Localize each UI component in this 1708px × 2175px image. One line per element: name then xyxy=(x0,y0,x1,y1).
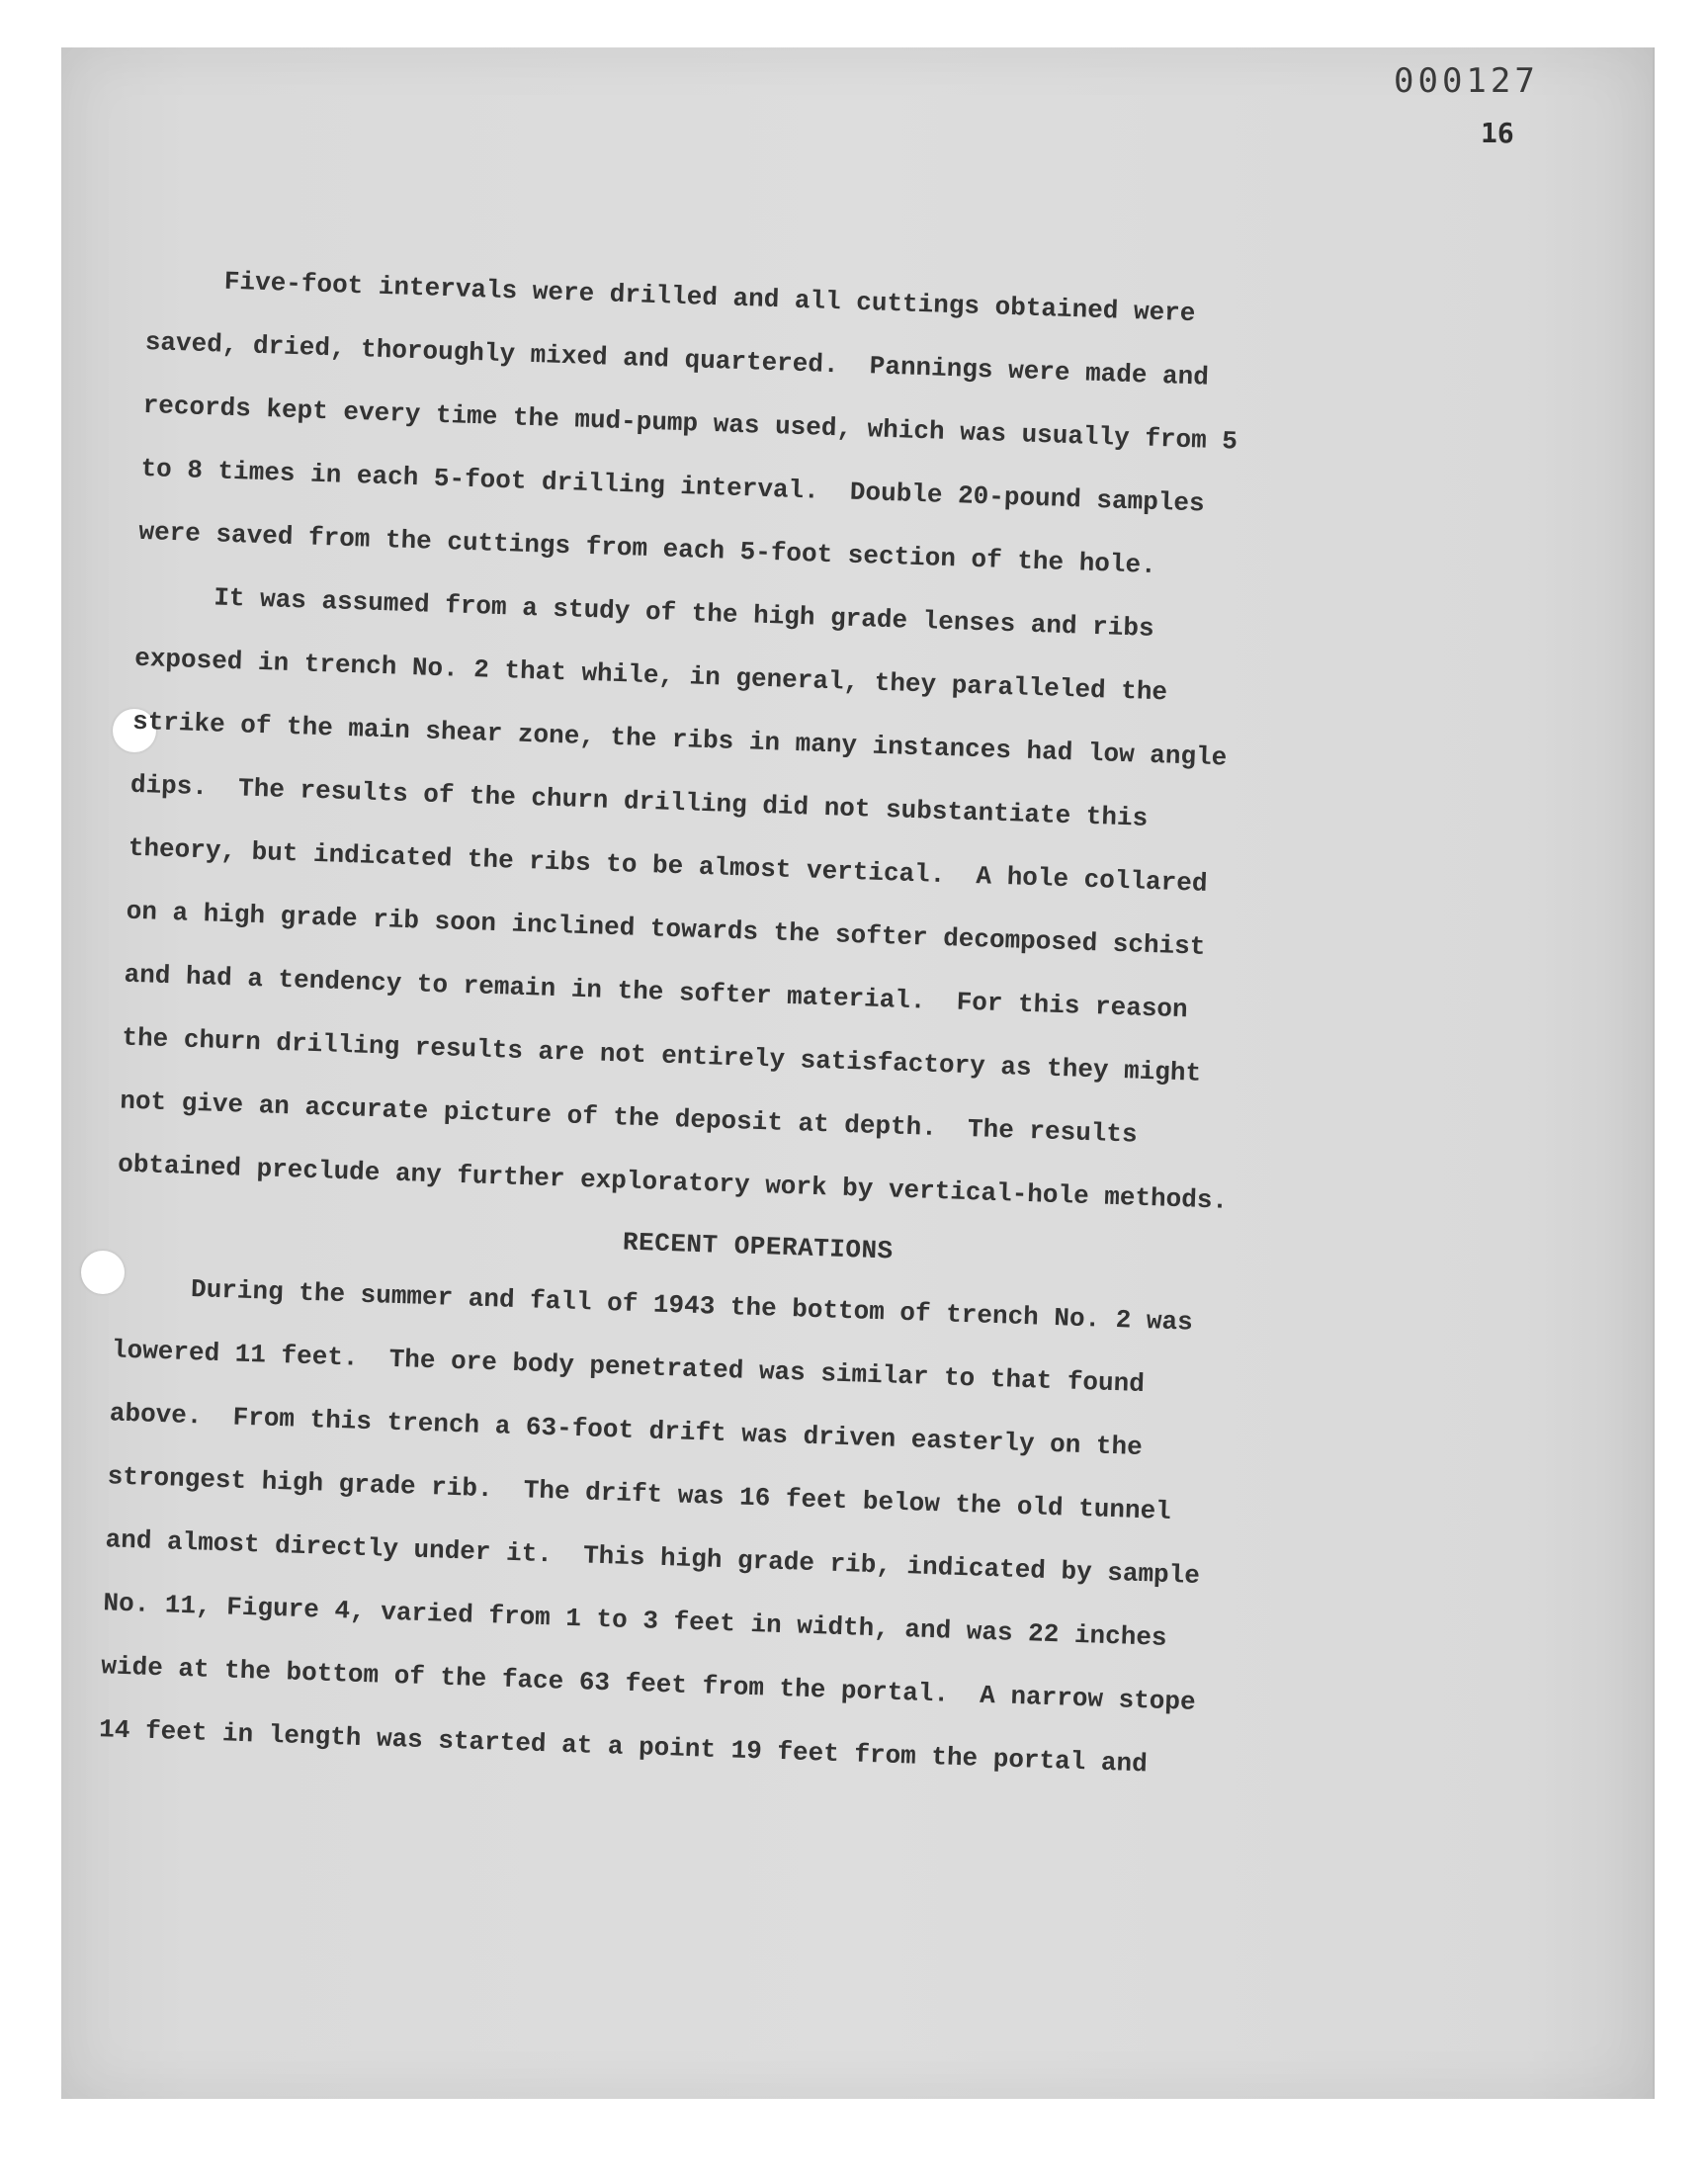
text-line: theory, but indicated the ribs to be almost vertical. A hole collared xyxy=(128,832,1208,899)
text-line: 14 feet in length was started at a point 19 feet from the portal and xyxy=(98,1714,1149,1780)
text-line: to 8 times in each 5-foot drilling interval. Double 20-pound samples xyxy=(140,453,1206,519)
text-line: exposed in trench No. 2 that while, in general, they paralleled the xyxy=(133,643,1168,708)
text-line: Five-foot intervals were drilled and all cuttings obtained were xyxy=(146,263,1196,329)
text-line: lowered 11 feet. The ore body penetrated was similar to that found xyxy=(111,1335,1146,1400)
body-text xyxy=(98,247,1432,1803)
text-line: above. From this trench a 63-foot drift was driven easterly on the xyxy=(109,1398,1144,1463)
text-line: wide at the bottom of the face 63 feet from the portal. A narrow stope xyxy=(100,1651,1197,1717)
text-line: strongest high grade rib. The drift was 16 feet below the old tunnel xyxy=(107,1461,1172,1527)
paragraph-3 xyxy=(98,1255,1399,1803)
page-number: 16 xyxy=(1481,117,1514,149)
text-line: on a high grade rib soon inclined towards the softer decomposed schist xyxy=(126,896,1206,962)
text-line: and had a tendency to remain in the softer material. For this reason xyxy=(124,959,1189,1025)
text-line: saved, dried, thoroughly mixed and quartered. Pannings were made and xyxy=(144,326,1210,392)
text-line: and almost directly under it. This high grade rib, indicated by sample xyxy=(105,1524,1201,1592)
text-line: the churn drilling results are not entirely satisfactory as they might xyxy=(121,1022,1202,1088)
text-line: records kept every time the mud-pump was used, which was usually from 5 xyxy=(142,390,1238,457)
section-heading: RECENT OPERATIONS xyxy=(622,1227,895,1266)
sheet-edge xyxy=(1653,47,1655,2099)
paragraph-1 xyxy=(137,247,1432,606)
text-line: obtained preclude any further exploratory work by vertical-hole methods. xyxy=(117,1149,1229,1216)
text-line: dips. The results of the churn drilling did not substantiate this xyxy=(129,769,1149,833)
text-line: strike of the main shear zone, the ribs in many instances had low angle xyxy=(131,706,1228,773)
text-line: No. 11, Figure 4, varied from 1 to 3 feet in width, and was 22 inches xyxy=(103,1588,1167,1653)
text-line: were saved from the cuttings from each 5-foot section of the hole. xyxy=(137,516,1157,580)
document-number: 000127 xyxy=(1394,61,1539,101)
text-line: not give an accurate picture of the deposit at depth. The results xyxy=(119,1086,1139,1150)
paragraph-2 xyxy=(117,564,1422,1239)
text-line: It was assumed from a study of the high grade lenses and ribs xyxy=(135,579,1155,644)
text-line: During the summer and fall of 1943 the bottom of trench No. 2 was xyxy=(113,1271,1194,1338)
